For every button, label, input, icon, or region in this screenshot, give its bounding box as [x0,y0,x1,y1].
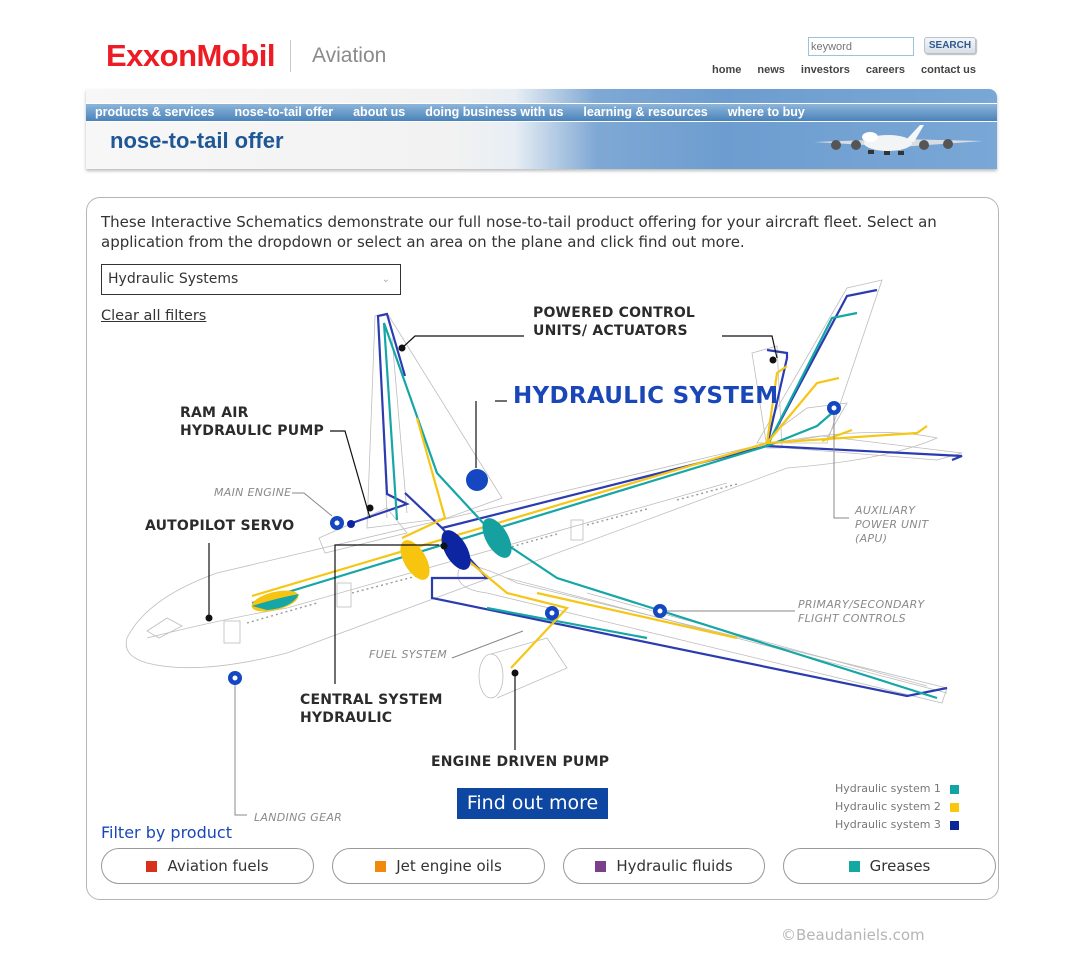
link-contact-us[interactable]: contact us [920,64,976,76]
product-filters [101,848,996,884]
hydraulic-legend [835,780,959,834]
nav-products-services[interactable]: products & services [95,105,215,119]
filter-aviation-fuels[interactable]: Aviation fuels [101,848,314,884]
link-news[interactable]: news [757,64,785,76]
logo-divider [290,40,291,72]
copyright-credit: ©Beaudaniels.com [781,926,925,944]
callout-apu[interactable]: AUXILIARY POWER UNIT (APU) [855,504,929,545]
dropdown-value: Hydraulic Systems [108,271,239,287]
search-button[interactable]: SEARCH [924,37,976,54]
legend-item: Hydraulic system 2 [835,798,959,816]
page-title: nose-to-tail offer [110,128,284,153]
swatch-icon [375,861,386,872]
page-banner [86,89,997,169]
filter-by-product-heading: Filter by product [101,823,232,842]
filter-jet-engine-oils[interactable]: Jet engine oils [332,848,545,884]
legend-swatch [950,785,959,794]
nav-about-us[interactable]: about us [353,105,406,119]
filter-hydraulic-fluids[interactable]: Hydraulic fluids [563,848,765,884]
airliner-photo-icon [808,123,988,167]
schematic-headline: HYDRAULIC SYSTEM [513,383,779,409]
find-out-more-button[interactable]: Find out more [457,788,608,819]
schematic-panel [86,197,999,900]
swatch-icon [595,861,606,872]
filter-greases[interactable]: Greases [783,848,996,884]
legend-item: Hydraulic system 3 [835,816,959,834]
legend-swatch [950,803,959,812]
swatch-icon [146,861,157,872]
link-careers[interactable]: careers [865,64,905,76]
link-home[interactable]: home [712,64,742,76]
callout-fuel-system[interactable]: FUEL SYSTEM [369,648,448,661]
clear-all-filters-link[interactable]: Clear all filters [101,308,207,324]
label-engine-driven-pump[interactable]: ENGINE DRIVEN PUMP [431,754,610,770]
callout-main-engine[interactable]: MAIN ENGINE [214,486,292,499]
label-powered-control-units[interactable]: POWERED CONTROL UNITS/ ACTUATORS [533,305,696,339]
legend-item: Hydraulic system 1 [835,780,959,798]
label-ram-air-hydraulic-pump[interactable]: RAM AIR HYDRAULIC PUMP [180,405,324,439]
nav-learning-resources[interactable]: learning & resources [583,105,708,119]
link-investors[interactable]: investors [800,64,850,76]
utility-nav [712,64,976,76]
label-autopilot-servo[interactable]: AUTOPILOT SERVO [145,518,295,534]
legend-swatch [950,821,959,830]
callout-flight-controls[interactable]: PRIMARY/SECONDARY FLIGHT CONTROLS [798,598,925,625]
main-nav [86,103,997,122]
chevron-down-icon: ⌄ [381,274,390,285]
swatch-icon [849,861,860,872]
exxonmobil-logo[interactable]: ExxonMobil [106,38,275,73]
label-central-system-hydraulic[interactable]: CENTRAL SYSTEM HYDRAULIC [300,692,443,726]
nav-nose-to-tail[interactable]: nose-to-tail offer [234,105,334,119]
aviation-label: Aviation [312,44,387,67]
callout-landing-gear[interactable]: LANDING GEAR [254,811,343,824]
application-dropdown[interactable] [101,264,401,295]
intro-text: These Interactive Schematics demonstrate our full nose-to-tail product offering for your aircraft fleet. Select an application from the dropdown or select an area on the plane and click find out more. [101,213,937,251]
nav-where-to-buy[interactable]: where to buy [727,105,805,119]
nav-doing-business[interactable]: doing business with us [425,105,564,119]
search-input[interactable] [808,37,914,56]
